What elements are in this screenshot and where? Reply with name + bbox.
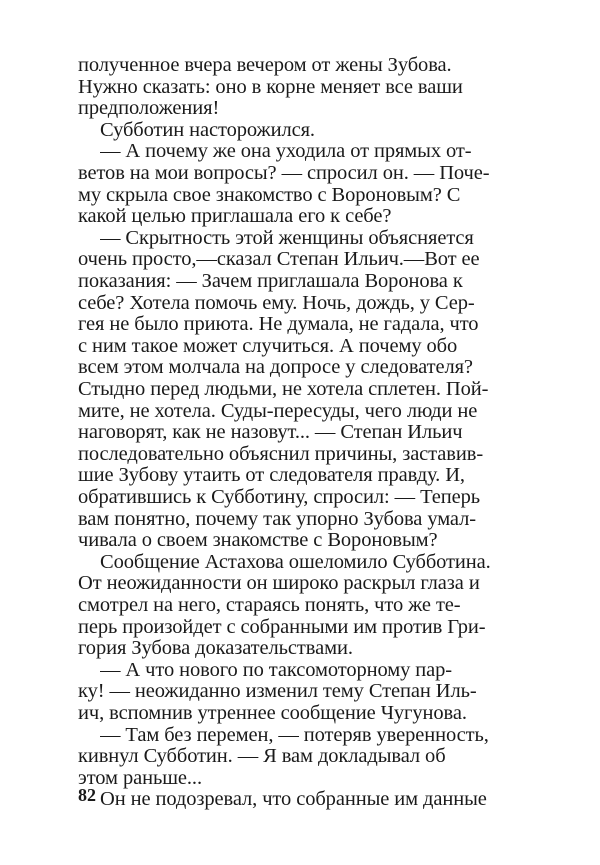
text-line: перь произойдет с собранными им против Гри-: [78, 616, 486, 638]
text-line: чивала о своем знакомстве с Вороновым?: [78, 530, 438, 552]
text-line: мите, не хотела. Суды-пересуды, чего люди не: [78, 400, 478, 422]
text-line: — А почему же она уходила от прямых от-: [100, 141, 472, 163]
text-line: Он не подозревал, что собранные им данные: [100, 789, 487, 811]
text-line: ветов на мои вопросы? — спросил он. — Поче-: [78, 163, 490, 184]
text-line: гея не было приюта. Не думала, не гадала, что: [78, 314, 479, 336]
text-line: всем этом молчала на допросе у следователя?: [78, 357, 473, 379]
text-line: Субботин насторожился.: [100, 119, 315, 141]
text-line: себе? Хотела помочь ему. Ночь, дождь, у Сер-: [78, 292, 475, 314]
text-line: От неожиданности он широко раскрыл глаза и: [78, 573, 480, 595]
text-line: — Там без перемен, — потеряв уверенность,: [100, 724, 489, 746]
text-line: ку! — неожиданно изменил тему Степан Иль-: [78, 681, 477, 703]
text-line: Сообщение Астахова ошеломило Субботина.: [100, 551, 491, 573]
text-line: наговорят, как не назовут... — Степан Ильич: [78, 422, 463, 444]
page-number: 82: [78, 785, 96, 805]
text-line: ич, вспомнив утреннее сообщение Чугунова.: [78, 703, 467, 724]
text-line: последовательно объяснил причины, заставив-: [78, 443, 484, 465]
text-line: обратившись к Субботину, спросил: — Теперь: [78, 487, 480, 508]
text-line: гория Зубова доказательствами.: [78, 638, 353, 660]
text-line: му скрыла свое знакомство с Вороновым? С: [78, 184, 461, 206]
text-line: предположения!: [78, 98, 220, 120]
text-line: вам понятно, почему так упорно Зубова умал-: [78, 508, 476, 530]
text-line: Стыдно перед людьми, не хотела сплетен. Пой-: [78, 379, 489, 400]
text-line: очень просто,—сказал Степан Ильич.—Вот ее: [78, 249, 480, 271]
text-line: шие Зубову утаить от следователя правду. И,: [78, 465, 465, 487]
text-line: кивнул Субботин. — Я вам докладывал об: [78, 746, 446, 768]
text-line: полученное вчера вечером от жены Зубова.: [78, 55, 452, 76]
text-line: этом раньше...: [78, 767, 202, 789]
text-line: показания: — Зачем приглашала Воронова к: [78, 271, 463, 292]
text-line: — Скрытность этой женщины объясняется: [100, 227, 474, 249]
text-line: с ним такое может случиться. А почему обо: [78, 335, 458, 357]
text-line: — А что нового по таксомоторному пар-: [100, 659, 453, 681]
text-line: какой целью приглашала его к себе?: [78, 206, 392, 228]
text-line: Нужно сказать: оно в корне меняет все ваши: [78, 76, 463, 98]
text-line: смотрел на него, стараясь понять, что же те-: [78, 595, 461, 616]
